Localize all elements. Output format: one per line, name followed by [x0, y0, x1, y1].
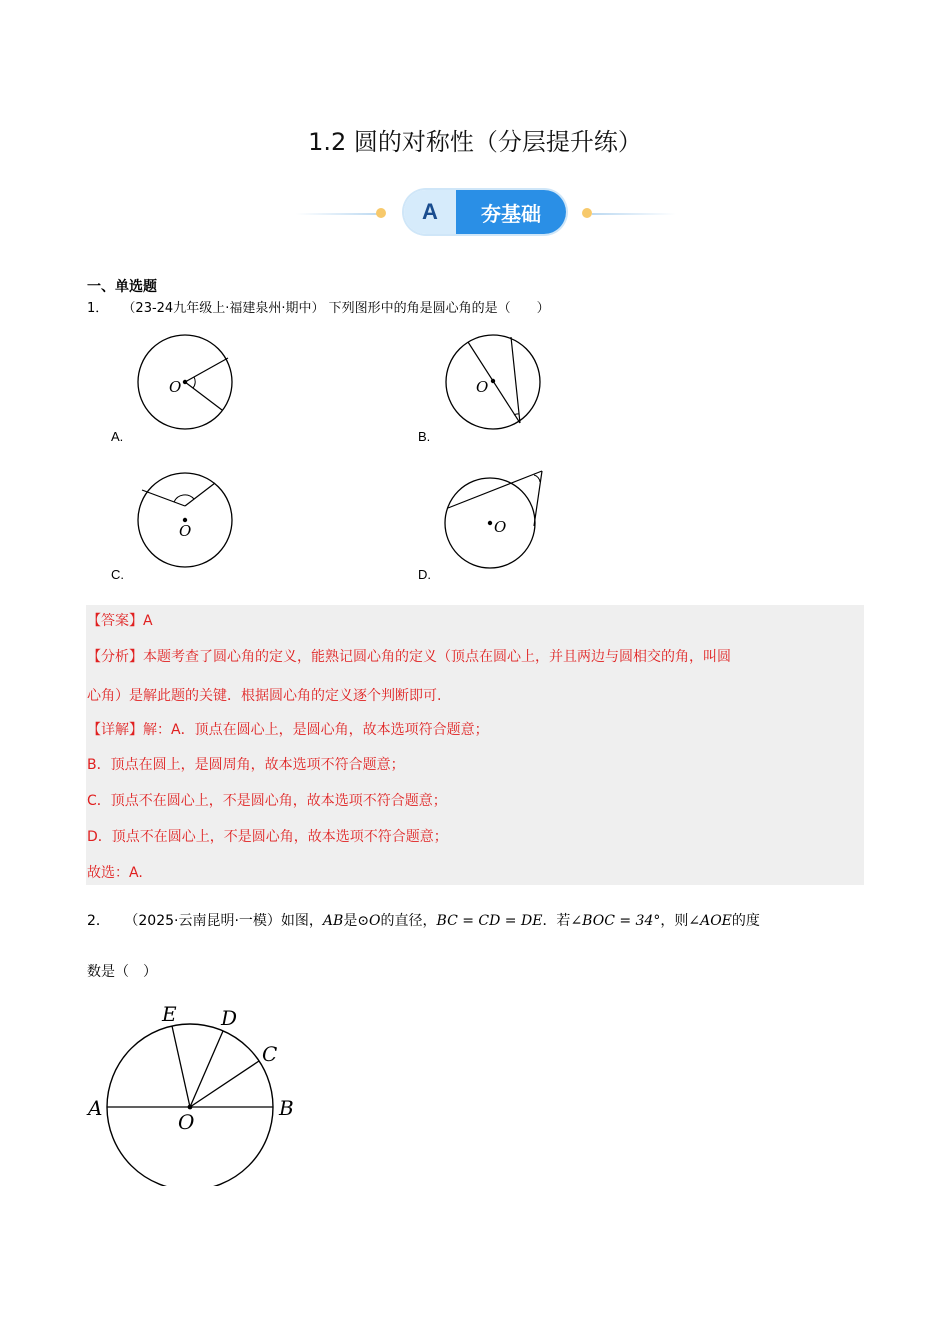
detail-line-2: B．顶点在圆上，是圆周角，故本选项不符合题意；	[87, 757, 405, 773]
q2-stem-part6: 的度	[731, 913, 760, 929]
q1-figure-c	[120, 466, 250, 576]
q2-arc-equality: BC = CD = DE	[436, 913, 543, 929]
decor-dot-right	[582, 208, 592, 218]
q2-angle-aoe: ∠AOE	[688, 913, 732, 929]
q2-figure	[80, 996, 310, 1186]
detail-line-3: C．顶点不在圆心上，不是圆心角，故本选项不符合题意；	[87, 793, 447, 809]
question-1	[87, 299, 550, 319]
q2-stem-part5: ，则	[660, 913, 689, 929]
q2-number: 2．	[87, 913, 110, 929]
q1-d-center-label: O	[494, 518, 507, 536]
q1-figure-b	[428, 328, 558, 438]
question-2	[87, 911, 760, 931]
q1-option-b: B.	[418, 429, 431, 444]
level-badge	[404, 190, 566, 234]
q1-option-d: D.	[418, 567, 431, 582]
q1-stem: 下列图形中的角是圆心角的是（ ）	[328, 301, 550, 316]
q1-option-a: A.	[111, 429, 124, 444]
detail-line-4: D．顶点不在圆心上，不是圆心角，故本选项不符合题意；	[87, 829, 448, 845]
analysis-line-1: 【分析】本题考查了圆心角的定义，能熟记圆心角的定义（顶点在圆心上，并且两边与圆相交的角，叫圆	[87, 649, 731, 665]
q2-label-e: E	[162, 1002, 177, 1026]
page-title: 1.2 圆的对称性（分层提升练）	[308, 128, 642, 156]
q2-label-c: C	[262, 1042, 278, 1066]
q2-label-o: O	[178, 1110, 195, 1134]
q1-figure-a	[120, 328, 250, 438]
q1-option-c: C.	[111, 567, 124, 582]
conclusion-line: 故选：A.	[87, 865, 143, 881]
q1-source: （23-24九年级上·福建泉州·期中）	[122, 301, 325, 316]
q2-label-b: B	[279, 1096, 294, 1120]
q2-label-a: A	[88, 1096, 103, 1120]
analysis-line-2: 心角）是解此题的关键．根据圆心角的定义逐个判断即可.	[87, 688, 442, 704]
decor-dot-left	[376, 208, 386, 218]
answer-line: 【答案】A	[87, 613, 153, 629]
decor-line-right	[592, 213, 676, 215]
q1-c-center-label: O	[179, 522, 192, 540]
q2-stem-part1: 如图，	[280, 913, 323, 929]
q2-stem-line2: 数是（ ）	[87, 964, 157, 980]
badge-letter: A	[404, 190, 456, 234]
q1-b-center-label: O	[476, 378, 489, 396]
q2-label-d: D	[221, 1006, 238, 1030]
q1-figure-d	[428, 466, 558, 576]
badge-text: 夯基础	[456, 190, 566, 234]
section-heading: 一、单选题	[87, 279, 157, 295]
q2-stem-part3: 的直径，	[380, 913, 437, 929]
q1-a-center-label: O	[169, 378, 182, 396]
q2-stem-part2: 是	[343, 913, 358, 929]
decor-line-left	[296, 213, 380, 215]
q2-angle-boc: ∠BOC = 34°	[570, 913, 661, 929]
detail-line-1: 【详解】解：A．顶点在圆心上，是圆心角，故本选项符合题意；	[87, 722, 489, 738]
q2-ab: AB	[322, 913, 344, 929]
q2-source: （2025·云南昆明·一模）	[124, 913, 281, 929]
q2-circle-o: ⊙O	[357, 913, 381, 929]
q2-stem-part4: ．若	[542, 913, 571, 929]
q1-number: 1．	[87, 301, 109, 316]
